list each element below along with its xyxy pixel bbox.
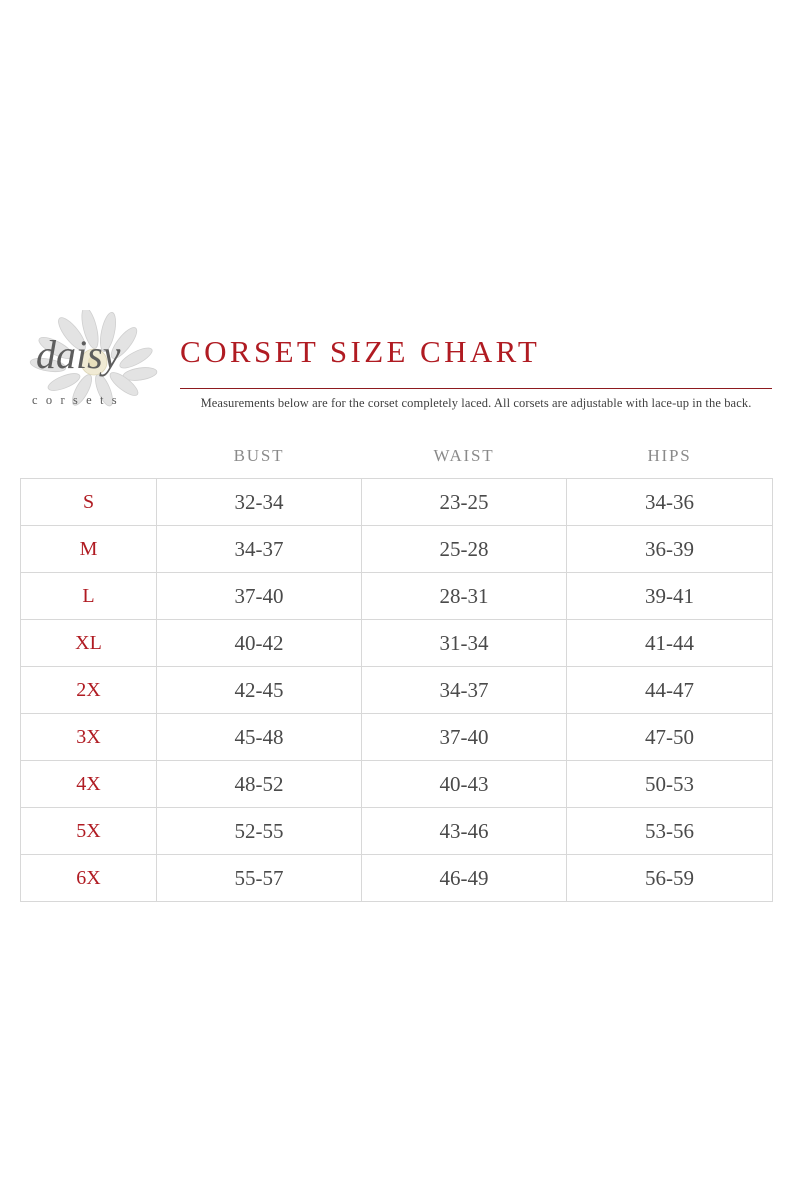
- cell-hips: 36-39: [567, 526, 773, 573]
- document-header: [20, 310, 772, 420]
- cell-size: M: [21, 526, 157, 573]
- table-row: [21, 573, 773, 620]
- cell-size: 6X: [21, 855, 157, 902]
- title-divider: [180, 388, 772, 389]
- cell-bust: 40-42: [157, 620, 362, 667]
- cell-waist: 46-49: [362, 855, 567, 902]
- cell-size: XL: [21, 620, 157, 667]
- table-row: [21, 526, 773, 573]
- cell-waist: 25-28: [362, 526, 567, 573]
- table-row: [21, 855, 773, 902]
- table-row: [21, 620, 773, 667]
- cell-waist: 40-43: [362, 761, 567, 808]
- title-area: [180, 336, 772, 367]
- column-header-hips: HIPS: [647, 446, 692, 465]
- cell-size: 2X: [21, 667, 157, 714]
- cell-hips: 50-53: [567, 761, 773, 808]
- cell-hips: 56-59: [567, 855, 773, 902]
- cell-bust: 55-57: [157, 855, 362, 902]
- cell-hips: 34-36: [567, 479, 773, 526]
- cell-size: S: [21, 479, 157, 526]
- column-header-bust: BUST: [233, 446, 285, 465]
- table-body: [21, 479, 773, 902]
- cell-hips: 53-56: [567, 808, 773, 855]
- cell-bust: 34-37: [157, 526, 362, 573]
- cell-waist: 28-31: [362, 573, 567, 620]
- cell-bust: 42-45: [157, 667, 362, 714]
- daisy-flower-logo-icon: [20, 310, 172, 415]
- size-chart-table: [20, 440, 773, 902]
- cell-bust: 45-48: [157, 714, 362, 761]
- cell-hips: 47-50: [567, 714, 773, 761]
- table-row: [21, 714, 773, 761]
- cell-hips: 41-44: [567, 620, 773, 667]
- table-row: [21, 808, 773, 855]
- cell-waist: 31-34: [362, 620, 567, 667]
- table-row: [21, 761, 773, 808]
- table-row: [21, 667, 773, 714]
- cell-bust: 52-55: [157, 808, 362, 855]
- table-header-row: [21, 440, 773, 479]
- cell-bust: 37-40: [157, 573, 362, 620]
- cell-hips: 39-41: [567, 573, 773, 620]
- measurement-note: Measurements below are for the corset completely laced. All corsets are adjustable with lace-up in the back.: [200, 396, 752, 410]
- svg-text:daisy: daisy: [36, 332, 121, 377]
- cell-waist: 34-37: [362, 667, 567, 714]
- cell-size: L: [21, 573, 157, 620]
- svg-text:c o r s e t s: c o r s e t s: [32, 393, 120, 407]
- cell-hips: 44-47: [567, 667, 773, 714]
- cell-bust: 48-52: [157, 761, 362, 808]
- cell-size: 5X: [21, 808, 157, 855]
- column-header-size: [21, 440, 157, 479]
- cell-size: 3X: [21, 714, 157, 761]
- cell-waist: 37-40: [362, 714, 567, 761]
- column-header-waist: WAIST: [433, 446, 495, 465]
- cell-waist: 43-46: [362, 808, 567, 855]
- page-title: CORSET SIZE CHART: [180, 334, 541, 369]
- cell-size: 4X: [21, 761, 157, 808]
- cell-bust: 32-34: [157, 479, 362, 526]
- cell-waist: 23-25: [362, 479, 567, 526]
- table-row: [21, 479, 773, 526]
